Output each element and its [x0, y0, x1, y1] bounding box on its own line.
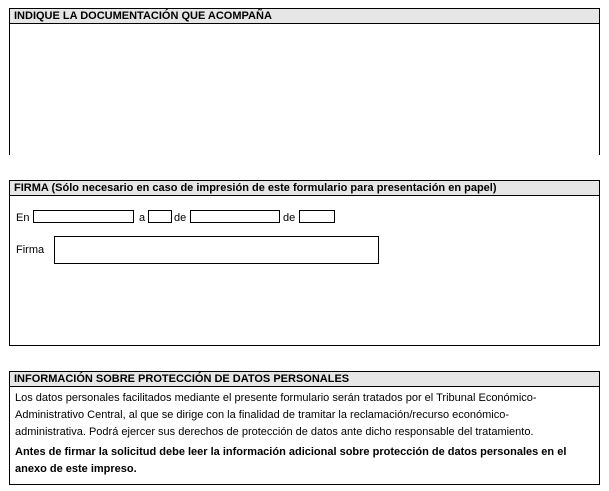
datos-line-3: administrativa. Podrá ejercer sus derechos de protección de datos ante dicho responsable del tratamiento. [15, 426, 534, 438]
datos-bold-line-2: anexo de este impreso. [15, 463, 137, 475]
datos-line-2: Administrativo Central, al que se dirige con la finalidad de tramitar la reclamación/recurso económico- [15, 409, 510, 421]
datos-personales-title: INFORMACIÓN SOBRE PROTECCIÓN DE DATOS PERSONALES [10, 372, 599, 387]
anio-input[interactable] [299, 210, 335, 223]
documentacion-title: INDIQUE LA DOCUMENTACIÓN QUE ACOMPAÑA [10, 9, 599, 24]
firma-title: FIRMA (Sólo necesario en caso de impresión de este formulario para presentación en papel) [10, 181, 599, 196]
firma-input[interactable] [54, 236, 379, 264]
dia-input[interactable] [148, 210, 172, 223]
a-label: a [139, 212, 146, 224]
documentacion-section [9, 8, 600, 155]
firma-section [9, 180, 600, 346]
en-label: En [16, 212, 30, 224]
de-label-1: de [174, 212, 187, 224]
datos-bold-line-1: Antes de firmar la solicitud debe leer la información adicional sobre protección de datos personales en el [15, 446, 567, 458]
datos-personales-body [10, 387, 599, 478]
mes-input[interactable] [190, 210, 280, 223]
de-label-2: de [283, 212, 296, 224]
documentacion-textarea[interactable] [10, 24, 599, 155]
datos-line-1: Los datos personales facilitados mediante el presente formulario serán tratados por el Tribunal Económico- [15, 392, 537, 404]
firma-label: Firma [16, 244, 45, 256]
datos-personales-section [9, 371, 600, 485]
lugar-input[interactable] [33, 210, 134, 223]
